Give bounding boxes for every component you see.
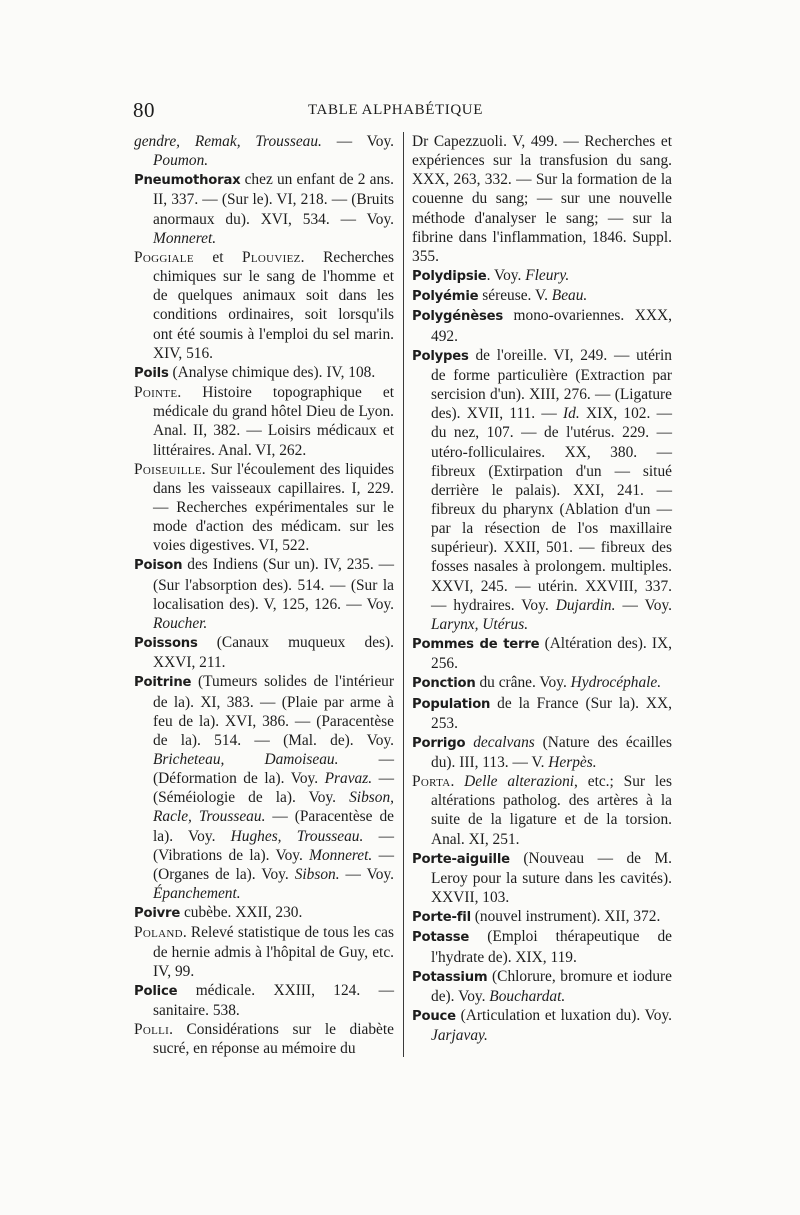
- index-entry: [412, 694, 672, 733]
- entry-crossref: Sibson, Racle, Trousseau.: [153, 789, 394, 826]
- entry-text: (Tumeurs solides de l'intérieur de la). XI, 383. — (Plaie par arme à feu de la). XVI, 386. — (Paracentèse de la). 514. — (Mal. de). Voy.: [153, 673, 394, 749]
- index-entry: [412, 346, 672, 634]
- entry-text: . Considérations sur le diabète sucré, en réponse au mémoire du: [153, 1021, 394, 1058]
- index-entry: [412, 634, 672, 673]
- entry-author: Plouviez: [242, 248, 301, 266]
- entry-crossref: Bouchardat.: [489, 987, 566, 1005]
- entry-headword: Poivre: [134, 906, 181, 922]
- entry-text: chez un enfant de 2 ans. II, 337. — (Sur le). VI, 218. — (Bruits anormaux du). XVI, 534. — Voy.: [153, 171, 394, 228]
- entry-crossref: Hydrocéphale.: [570, 674, 662, 692]
- entry-crossref: Pravaz.: [324, 770, 373, 788]
- entry-crossref: Dujardin.: [555, 596, 616, 614]
- index-entry: [134, 170, 394, 248]
- index-entry: [412, 733, 672, 772]
- entry-headword: Polypes: [412, 348, 469, 364]
- index-entry: [412, 772, 672, 849]
- entry-text: du crâne. Voy.: [475, 674, 571, 692]
- entry-crossref: Herpès.: [548, 754, 597, 771]
- entry-author: Poland: [134, 924, 183, 942]
- entry-crossref: Jarjavay.: [431, 1027, 488, 1045]
- entry-crossref: decalvans: [473, 733, 535, 751]
- entry-headword: Poitrine: [134, 675, 192, 691]
- entry-author: Porta: [412, 773, 451, 791]
- entry-crossref: gendre, Remak, Trousseau.: [134, 133, 322, 150]
- entry-headword: Police: [134, 983, 178, 999]
- entry-headword: Potassium: [412, 969, 488, 985]
- entry-text: . Histoire topographique et médicale du grand hôtel Dieu de Lyon. Anal. II, 382. — Loisirs médicaux et littéraires. Anal. VI, 262.: [153, 384, 394, 459]
- entry-headword: Porrigo: [412, 735, 466, 751]
- entry-author: Poggiale: [134, 248, 194, 266]
- entry-text: — Voy.: [339, 865, 394, 883]
- entry-crossref: Épanchement.: [153, 885, 241, 903]
- index-entry: [134, 248, 394, 363]
- right-column: [412, 132, 672, 1045]
- index-entry: [412, 927, 672, 966]
- entry-crossref: Roucher.: [153, 614, 208, 632]
- index-entry: [412, 849, 672, 907]
- entry-headword: Poissons: [134, 636, 198, 652]
- entry-text: XIX, 102. — du nez, 107. — de l'utérus. 229. — utéro-folliculaires. XX, 380. — fibreux (Extirpation d'un — situé derrière le palais). XXI, 241. — fibreux du pharynx (Ablation d'un — par la résection de l'os maxillaire supérieur). XXII, 501. — fibreux des fosses nasales à prolongem. multiples. XXVI, 245. — utérin. XXVIII, 337. — hydraires. Voy.: [431, 405, 672, 614]
- entry-headword: Poison: [134, 558, 183, 574]
- entry-text: — (Déformation de la). Voy.: [153, 751, 394, 788]
- index-entry: [412, 967, 672, 1006]
- entry-text: et: [193, 248, 243, 266]
- index-entry: [134, 132, 394, 170]
- entry-crossref: Monneret.: [309, 846, 373, 864]
- running-head: TABLE ALPHABÉTIQUE: [308, 102, 484, 118]
- entry-crossref: Poumon.: [153, 152, 209, 170]
- entry-text: — Voy.: [615, 596, 672, 614]
- entry-text: (Altération des). IX, 256.: [431, 635, 672, 673]
- entry-text: (Analyse chimique des). IV, 108.: [168, 363, 376, 381]
- entry-text: — (Paracentèse de la). Voy.: [153, 808, 395, 845]
- index-entry: [134, 903, 394, 923]
- entry-crossref: Beau.: [551, 287, 588, 305]
- index-entry: [134, 460, 394, 556]
- entry-text: séreuse. V.: [478, 287, 552, 305]
- index-entry: [134, 672, 394, 903]
- entry-text: — (Organes de la). Voy.: [153, 846, 394, 883]
- index-entry: [134, 1020, 394, 1058]
- column-divider: [403, 132, 404, 1057]
- entry-crossref: Sibson.: [294, 865, 340, 883]
- index-entry: [412, 306, 672, 345]
- entry-text: . Sur l'écoulement des liquides dans les vaisseaux capillaires. I, 229. — Recherches expérimentales sur le mode d'action des médicam. sur les voies digestives. VI, 522.: [153, 460, 394, 555]
- left-column: [134, 132, 394, 1059]
- entry-text: , etc.; Sur les altérations patholog. des artères à la suite de la ligature et de la torsion. Anal. XI, 251.: [431, 773, 672, 848]
- entry-text: (Nature des écailles du). III, 113. — V.: [431, 733, 672, 771]
- index-entry-continuation: [412, 132, 672, 266]
- entry-text: . Voy.: [486, 267, 526, 285]
- entry-text: . Relevé statistique de tous les cas de hernie admis à l'hôpital de Guy, etc. IV, 99.: [153, 924, 394, 980]
- entry-headword: Polydipsie: [412, 269, 487, 285]
- index-entry: [134, 633, 394, 672]
- index-entry: [412, 907, 672, 927]
- entry-headword: Population: [412, 696, 491, 712]
- entry-text: cubèbe. XXII, 230.: [180, 904, 303, 922]
- entry-text: des Indiens (Sur un). IV, 235. — (Sur l'absorption des). 514. — (Sur la localisation des). V, 125, 126. — Voy.: [153, 556, 394, 613]
- entry-text: (Nouveau — de M. Leroy pour la suture dans les cavités). XXVII, 103.: [431, 849, 672, 907]
- entry-author: Polli: [134, 1021, 170, 1039]
- entry-crossref: Delle alterazioni: [464, 773, 575, 791]
- entry-headword: Pneumothorax: [134, 173, 241, 189]
- entry-crossref: Id.: [563, 405, 580, 423]
- entry-author: Poiseuille: [134, 460, 202, 478]
- entry-text: de l'oreille. VI, 249. — utérin de forme particulière (Extraction par sercision d'un). XIII, 276. — (Ligature des). XVII, 111. —: [431, 346, 672, 423]
- index-entry: [134, 981, 394, 1020]
- index-entry: [412, 266, 672, 286]
- entry-text: — (Vibrations de la). Voy.: [153, 827, 394, 864]
- entry-headword: Pouce: [412, 1009, 456, 1025]
- entry-text: de la France (Sur la). XX, 253.: [431, 694, 672, 732]
- entry-text: — (Séméiologie de la). Voy.: [153, 770, 394, 807]
- entry-headword: Porte-fil: [412, 910, 471, 926]
- entry-text: (Articulation et luxation du). Voy.: [455, 1007, 672, 1025]
- entry-text: . Recherches chimiques sur le sang de l'homme et de quelques animaux soit dans les conditions ordinaires, soit lorsqu'ils ont été soumis à l'emploi du sel marin. XIV, 516.: [153, 248, 394, 362]
- index-entry: [134, 383, 394, 460]
- entry-text: (Emploi thérapeutique de l'hydrate de). XIX, 119.: [431, 928, 672, 966]
- entry-text: .: [450, 773, 465, 791]
- entry-text: mono-ovariennes. XXX, 492.: [431, 307, 672, 345]
- entry-text: (Canaux muqueux des). XXVI, 211.: [153, 634, 394, 672]
- entry-headword: Potasse: [412, 930, 470, 946]
- entry-text: (Chlorure, bromure et iodure de). Voy.: [431, 967, 672, 1005]
- entry-headword: Pommes de terre: [412, 637, 540, 653]
- page-number: 80: [133, 98, 155, 122]
- index-entry: [412, 1006, 672, 1045]
- index-entry: [134, 363, 394, 383]
- index-entry: [134, 923, 394, 980]
- entry-headword: Polygénèses: [412, 309, 504, 325]
- index-entry: [412, 673, 672, 693]
- entry-crossref: Hughes, Trousseau.: [230, 827, 364, 845]
- entry-crossref: Fleury.: [525, 267, 570, 285]
- index-entry: [134, 555, 394, 633]
- entry-headword: Ponction: [412, 676, 476, 692]
- entry-text: (nouvel instrument). XII, 372.: [470, 908, 661, 926]
- entry-text: Dr Capezzuoli. V, 499. — Recherches et expériences sur la transfusion du sang. XXX, 263, 332. — Sur la formation de la couenne du sang; — sur une nouvelle méthode d'analyser le sang; — sur la fibrine dans l'inflammation, 1846. Suppl. 355.: [412, 133, 672, 265]
- index-entry: [412, 286, 672, 306]
- entry-headword: Polyémie: [412, 289, 479, 305]
- entry-headword: Poils: [134, 365, 169, 381]
- entry-crossref: Larynx, Utérus.: [431, 615, 529, 633]
- entry-text: — Voy.: [321, 133, 394, 150]
- entry-crossref: Bricheteau, Damoiseau.: [153, 751, 339, 768]
- entry-headword: Porte-aiguille: [412, 851, 510, 867]
- entry-text: médicale. XXIII, 124. — sanitaire. 538.: [153, 981, 394, 1020]
- entry-crossref: Monneret.: [153, 229, 217, 247]
- entry-author: Pointe: [134, 384, 178, 402]
